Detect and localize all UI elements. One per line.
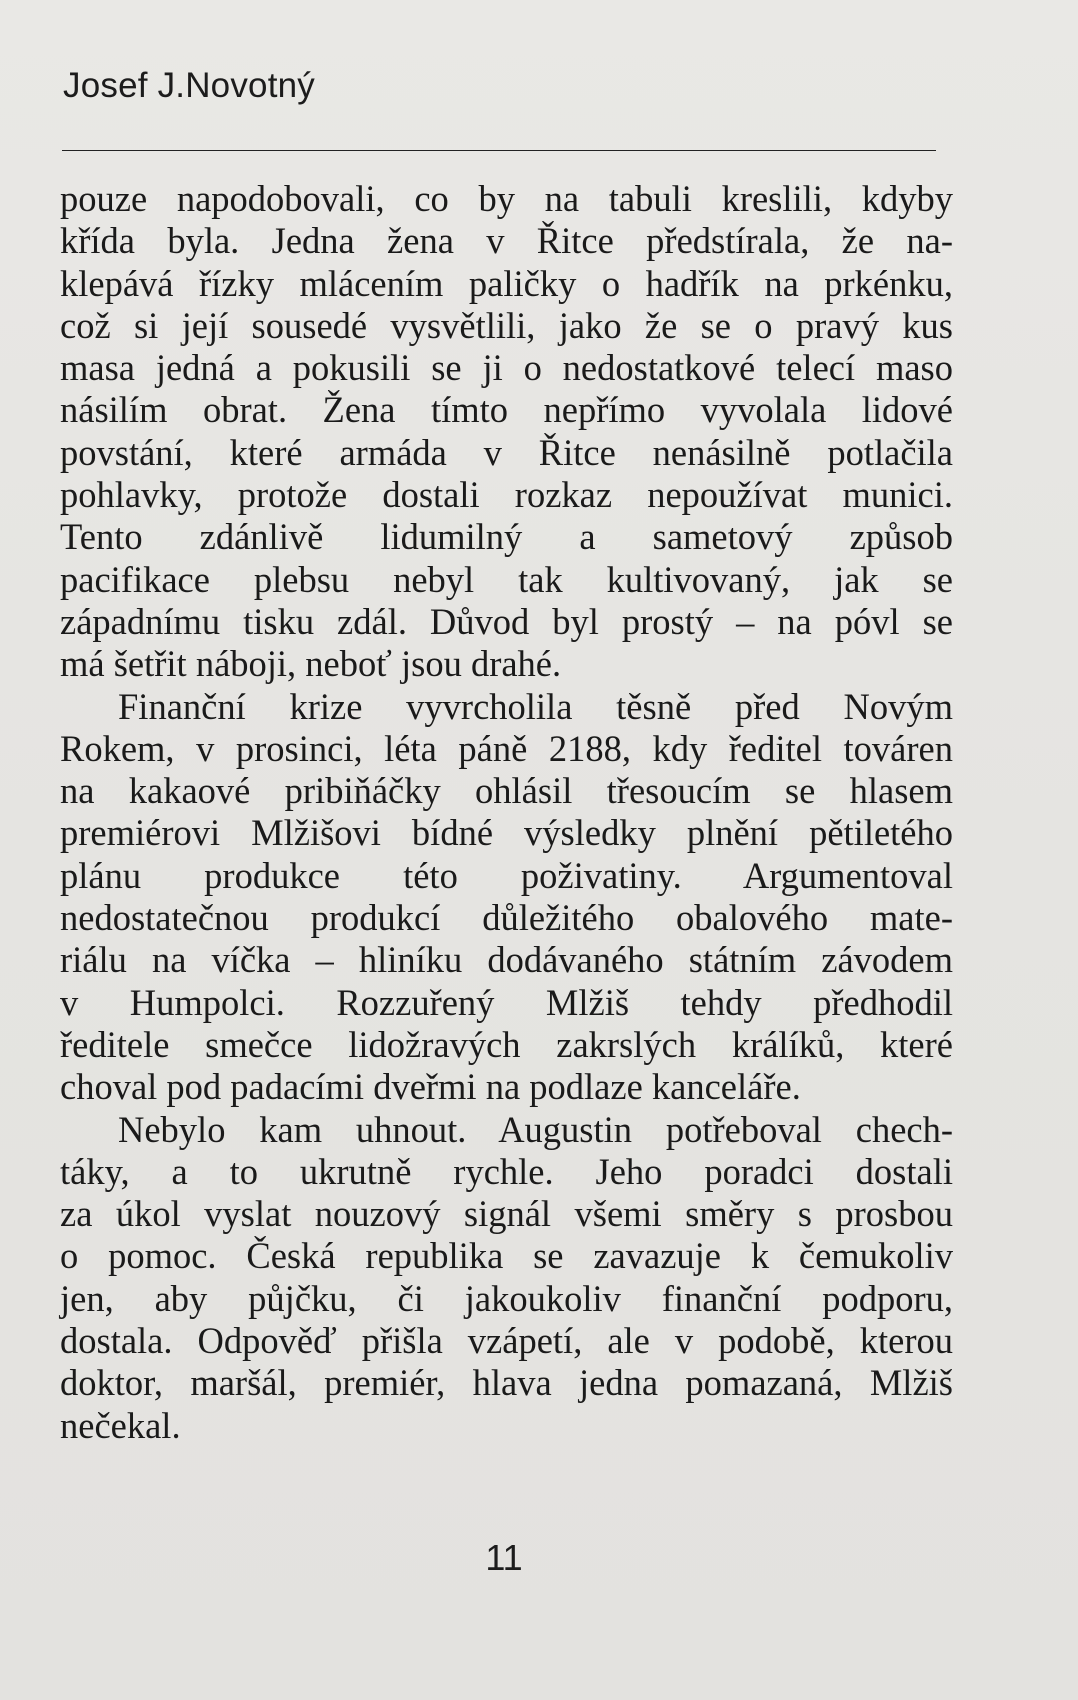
text-line: násilím obrat. Žena tímto nepřímo vyvolala lidové — [60, 389, 953, 431]
text-line: v Humpolci. Rozzuřený Mlžiš tehdy předhodil — [60, 981, 953, 1023]
text-line: jen, aby půjčku, či jakoukoliv finanční podporu, — [60, 1277, 953, 1319]
text-line: dostala. Odpověď přišla vzápetí, ale v podobě, kterou — [60, 1320, 953, 1362]
text-line: klepává řízky mlácením paličky o hadřík na prkénku, — [60, 262, 953, 304]
text-line: povstání, které armáda v Řitce nenásilně potlačila — [60, 431, 953, 473]
body-text — [60, 178, 953, 1447]
header-rule — [62, 150, 936, 151]
text-line: Rokem, v prosinci, léta páně 2188, kdy ředitel továren — [60, 727, 953, 769]
text-line: Finanční krize vyvrcholila těsně před Novým — [118, 685, 953, 727]
text-line: pouze napodobovali, co by na tabuli kreslili, kdyby — [60, 178, 953, 219]
text-line: Tento zdánlivě lidumilný a sametový způsob — [60, 516, 953, 558]
text-line: plánu produkce této poživatiny. Argumentoval — [60, 854, 953, 896]
text-line: na kakaové pribiňáčky ohlásil třesoucím se hlasem — [60, 770, 953, 812]
text-line: nedostatečnou produkcí důležitého obalového mate- — [60, 897, 953, 939]
text-line: nečekal. — [60, 1404, 181, 1446]
page-number: 11 — [485, 1537, 523, 1578]
text-line: riálu na víčka – hliníku dodávaného státním závodem — [60, 939, 953, 981]
text-line: ředitele smečce lidožravých zakrslých králíků, které — [60, 1023, 953, 1065]
text-line: pacifikace plebsu nebyl tak kultivovaný, jak se — [60, 558, 953, 600]
text-line: křída byla. Jedna žena v Řitce předstírala, že na- — [60, 220, 953, 262]
text-line: o pomoc. Česká republika se zavazuje k čemukoliv — [60, 1235, 953, 1277]
text-line: Nebylo kam uhnout. Augustin potřeboval chech- — [118, 1108, 953, 1150]
text-line: doktor, maršál, premiér, hlava jedna pomazaná, Mlžiš — [60, 1362, 953, 1404]
text-line: táky, a to ukrutně rychle. Jeho poradci dostali — [60, 1150, 953, 1192]
running-head-author: Josef J.Novotný — [63, 66, 315, 105]
text-line: západnímu tisku zdál. Důvod byl prostý – na póvl se — [60, 600, 953, 642]
text-line: za úkol vyslat nouzový signál všemi směry s prosbou — [60, 1193, 953, 1235]
text-line: premiérovi Mlžišovi bídné výsledky plnění pětiletého — [60, 812, 953, 854]
text-line: pohlavky, protože dostali rozkaz nepoužívat munici. — [60, 474, 953, 516]
text-line: masa jedná a pokusili se ji o nedostatkové telecí maso — [60, 347, 953, 389]
text-line: což si její sousedé vysvětlili, jako že se o pravý kus — [60, 304, 953, 346]
text-line: choval pod padacími dveřmi na podlaze kanceláře. — [60, 1066, 801, 1108]
text-line: má šetřit náboji, neboť jsou drahé. — [60, 643, 562, 685]
